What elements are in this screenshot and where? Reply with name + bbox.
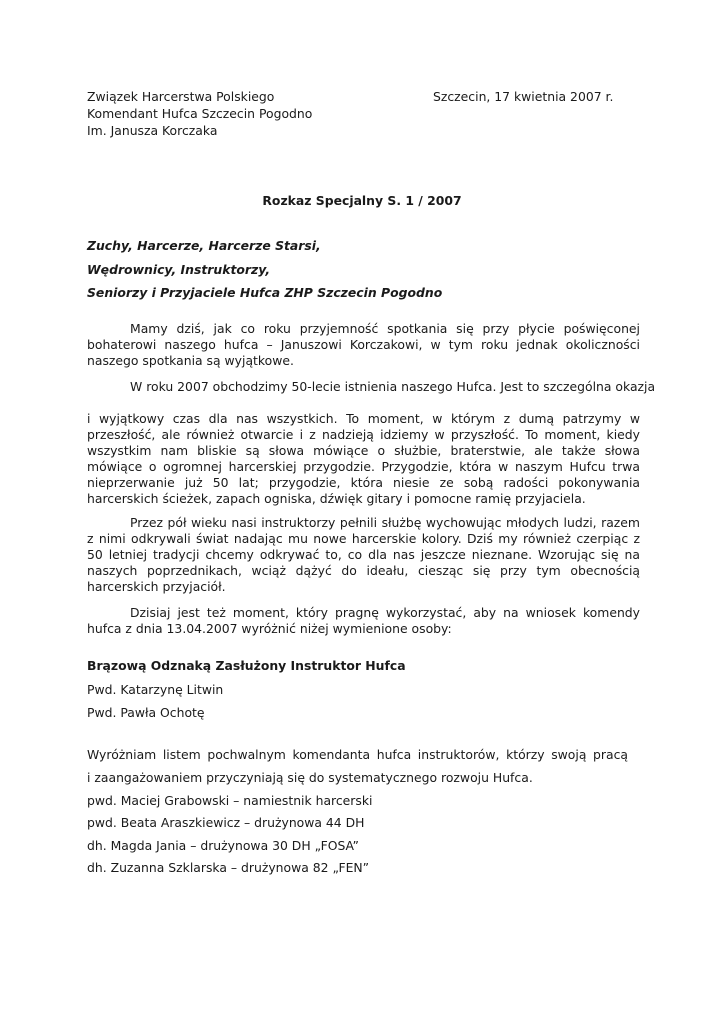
- paragraph-3: Przez pół wieku nasi instruktorzy pełnili służbę wychowując młodych ludzi, razem z nimi odkrywali świat nadając mu nowe harcerskie kolory. Dziś my również czerpiąc z 50 letniej tradycji chcemy odkrywać to, co dla nas jeszcze nieznane. Wzorując się na naszych poprzednikach, wciąż dążyć do ideału, ciesząc się przy tym obecnością harcerskich przyjaciół.: [87, 515, 640, 594]
- commendation-intro-line-2: i zaangażowaniem przyczyniają się do systematycznego rozwoju Hufca.: [87, 770, 533, 785]
- sender-block: [87, 89, 387, 140]
- paragraph-2-rest: i wyjątkowy czas dla nas wszystkich. To moment, w którym z dumą patrzymy w przeszłość, ale również otwarcie i z nadzieją idziemy w przyszłość. To moment, kiedy wszystkim nam bliskie są słowa mówiące o służbie, braterstwie, ale także słowa mówiące o ogromnej harcerskiej przygodzie. Przygodzie, która w naszym Hufcu trwa nieprzerwanie już 50 lat; przygodzie, która niesie ze sobą radości pokonywania harcerskich ścieżek, zapach ogniska, dźwięk gitary i pomocne ramię przyjaciela.: [87, 411, 640, 506]
- award-heading: Brązową Odznaką Zasłużony Instruktor Hufca: [87, 658, 406, 673]
- commended-person: dh. Zuzanna Szklarska – drużynowa 82 „FEN”: [87, 860, 370, 875]
- sender-patron: Im. Janusza Korczaka: [87, 123, 218, 138]
- commended-person: pwd. Beata Araszkiewicz – drużynowa 44 DH: [87, 815, 365, 830]
- salutation-line-1: Zuchy, Harcerze, Harcerze Starsi,: [87, 238, 321, 253]
- award-recipient: Pwd. Katarzynę Litwin: [87, 682, 224, 697]
- sender-organization: Związek Harcerstwa Polskiego: [87, 89, 275, 104]
- paragraph-4: Dzisiaj jest też moment, który pragnę wykorzystać, aby na wniosek komendy hufca z dnia 13.04.2007 wyróżnić niżej wymienione osoby:: [87, 605, 640, 636]
- salutation-line-3: Seniorzy i Przyjaciele Hufca ZHP Szczecin Pogodno: [87, 285, 443, 300]
- commended-person: pwd. Maciej Grabowski – namiestnik harcerski: [87, 793, 373, 808]
- letter-date: Szczecin, 17 kwietnia 2007 r.: [433, 89, 614, 104]
- award-recipient: Pwd. Pawła Ochotę: [87, 705, 205, 720]
- document-title: Rozkaz Specjalny S. 1 / 2007: [262, 193, 462, 208]
- commendation-intro-line-1: Wyróżniam listem pochwalnym komendanta hufca instruktorów, którzy swoją pracą: [87, 747, 628, 762]
- sender-commander: Komendant Hufca Szczecin Pogodno: [87, 106, 313, 121]
- commended-person: dh. Magda Jania – drużynowa 30 DH „FOSA”: [87, 838, 359, 853]
- paragraph-2-first-line: W roku 2007 obchodzimy 50-lecie istnienia naszego Hufca. Jest to szczególna okazja: [130, 379, 656, 394]
- paragraph-1: Mamy dziś, jak co roku przyjemność spotkania się przy płycie poświęconej bohaterowi naszego hufca – Januszowi Korczakowi, w tym roku jednak okoliczności naszego spotkania są wyjątkowe.: [87, 321, 640, 368]
- salutation-line-2: Wędrownicy, Instruktorzy,: [87, 262, 271, 277]
